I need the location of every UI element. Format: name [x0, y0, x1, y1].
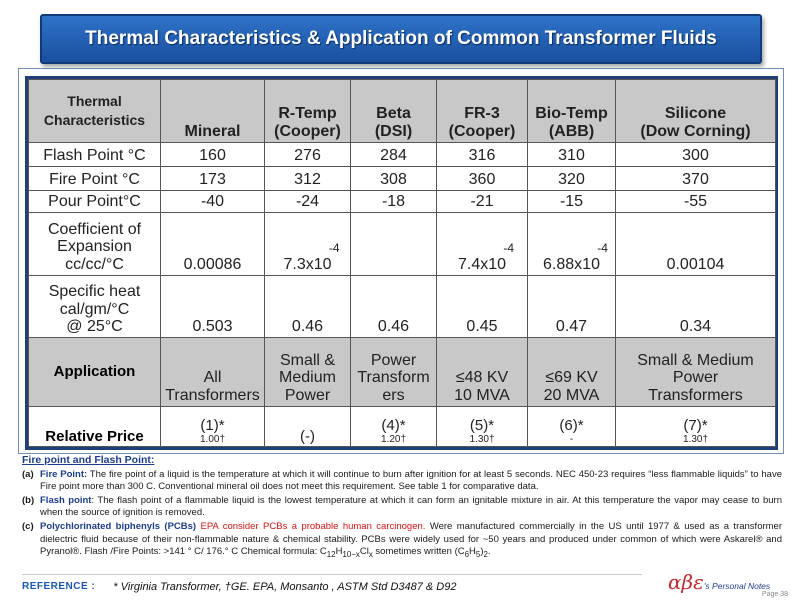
price-rank: (6)* — [559, 416, 584, 434]
cell-line: Transformers — [648, 387, 743, 404]
header-line: R-Temp — [278, 105, 337, 123]
row-label: Application — [29, 338, 161, 407]
row-label: Fire Point °C — [29, 166, 161, 190]
formula-subscript: 10−x — [342, 549, 360, 559]
table-cell: -55 — [616, 190, 776, 212]
price-factor: 1.00† — [199, 434, 226, 445]
row-label — [29, 275, 161, 338]
table-cell: 276 — [265, 142, 351, 166]
table-cell: 0.34 — [616, 275, 776, 338]
table-cell: 0.46 — [265, 275, 351, 338]
table-cell — [161, 338, 265, 407]
table-cell — [437, 338, 528, 407]
cell-line: Transform — [357, 369, 430, 387]
cell-line: Medium — [279, 369, 336, 387]
row-coefficient-expansion — [29, 213, 776, 276]
table-cell: 160 — [161, 142, 265, 166]
row-specific-heat — [29, 275, 776, 338]
value-base: 7.4x10 — [457, 255, 507, 273]
header-line: (Cooper) — [448, 122, 516, 140]
note-fire-point — [22, 469, 782, 494]
cell-line: All — [203, 369, 222, 387]
table-cell: 0.45 — [437, 275, 528, 338]
table-cell — [437, 406, 528, 446]
cell-line: Small & Medium — [637, 351, 754, 369]
note-warning: EPA consider PCBs a probable human carcinogen. — [196, 520, 426, 532]
formula-subscript: 12 — [326, 549, 336, 559]
value-exponent: -4 — [503, 240, 515, 255]
table-cell: 300 — [616, 142, 776, 166]
row-label-line: Specific heat — [48, 283, 141, 301]
header-line: Beta — [376, 105, 411, 123]
value-exponent: -4 — [328, 240, 340, 255]
value-base: 6.88x10 — [543, 255, 600, 273]
page-number: Page 38 — [761, 591, 788, 598]
cell-line: ≤48 KV — [455, 369, 509, 387]
formula-part: H — [469, 546, 476, 558]
table-cell — [528, 213, 616, 276]
table-cell: 0.00086 — [161, 213, 265, 276]
price-rank: (7)* — [683, 416, 708, 434]
reference-bar — [22, 574, 642, 598]
note-text: : The flash point of a flammable liquid is the lowest temperature at which it can form an ignitable mixture in air. At this temperature the vapor may cease to burn when the source of ignition is removed. — [40, 494, 782, 519]
header-line: Mineral — [184, 122, 241, 140]
table-cell: 360 — [437, 166, 528, 190]
price-rank: (-) — [300, 427, 315, 445]
notes-section — [22, 454, 782, 560]
row-application — [29, 338, 776, 407]
note-tag: (b) — [22, 494, 35, 506]
formula-subscript: x — [368, 549, 373, 559]
scientific-value — [543, 240, 608, 273]
table-cell — [616, 406, 776, 446]
table-cell — [161, 406, 265, 446]
header-line: Characteristics — [43, 111, 146, 128]
table-cell: 0.47 — [528, 275, 616, 338]
formula-part: ) — [480, 546, 484, 558]
row-label-line: @ 25°C — [66, 318, 123, 336]
fluids-table — [28, 79, 776, 447]
table-cell: -40 — [161, 190, 265, 212]
table-cell: 0.46 — [351, 275, 437, 338]
row-label-line: Expansion — [57, 238, 132, 256]
row-fire-point — [29, 166, 776, 190]
header-line: Silicone — [664, 105, 727, 123]
note-text: Were manufactured commercially in the US until 1977 & used as a transformer dielectric fluid because of their non-flammable nature & chemical stability. PCBs were widely used for ~50 years and produced under common of which were Askarel® and Pyranol®. Flash /Fire Points: >141 ° C/ 176.° C Chemical formula: C — [40, 520, 783, 558]
table-cell: 310 — [528, 142, 616, 166]
header-line: (DSI) — [374, 122, 413, 140]
header-thermal-characteristics — [29, 80, 161, 143]
table-cell — [528, 406, 616, 446]
header-line: Bio-Temp — [535, 105, 608, 123]
header-silicone — [616, 80, 776, 143]
table-cell: 173 — [161, 166, 265, 190]
note-flash-point — [22, 495, 782, 520]
note-body — [40, 469, 782, 494]
formula-subscript: 2 — [483, 549, 488, 559]
header-fr3 — [437, 80, 528, 143]
reference-text: * Virginia Transformer, †GE. EPA, Monsanto , ASTM Std D3487 & D92 — [113, 580, 457, 593]
note-tag: (c) — [22, 520, 34, 532]
table-cell: 320 — [528, 166, 616, 190]
formula-part: sometimes written (C — [372, 546, 465, 558]
price-rank: (1)* — [200, 416, 225, 434]
header-biotemp — [528, 80, 616, 143]
value-exponent: -4 — [597, 240, 608, 255]
formula-subscript: 5 — [475, 549, 481, 559]
formula-subscript: 6 — [464, 549, 470, 559]
row-label — [29, 213, 161, 276]
notes-heading: Fire point and Flash Point: — [22, 454, 155, 466]
header-rtemp — [265, 80, 351, 143]
note-tag: (a) — [22, 468, 34, 480]
header-line: (ABB) — [548, 122, 595, 140]
header-mineral — [161, 80, 265, 143]
table-cell: 0.00104 — [616, 213, 776, 276]
table-cell: -21 — [437, 190, 528, 212]
note-text: The fire point of a liquid is the temperature at which it will continue to burn after ignition for at least 5 seconds. NEC 450-23 requires “less flammable liquids” to have Fire point more than 300 C. Conventional mineral oil does not meet this requirement. See table 1 for comparative data. — [40, 468, 782, 493]
cell-line: ers — [382, 387, 405, 404]
table-cell — [351, 406, 437, 446]
table-cell — [528, 338, 616, 407]
cell-line: 10 MVA — [454, 387, 510, 404]
formula-part: Cl — [359, 546, 369, 558]
header-beta — [351, 80, 437, 143]
price-factor: 1.30† — [682, 434, 709, 445]
table-cell: 312 — [265, 166, 351, 190]
scientific-value — [457, 240, 515, 273]
table-cell: -15 — [528, 190, 616, 212]
note-pcbs — [22, 521, 782, 560]
fluids-table-container — [25, 76, 778, 450]
table-cell — [351, 213, 437, 276]
row-label-line: cal/gm/°C — [59, 300, 130, 318]
price-factor: 1.20† — [380, 434, 407, 445]
table-cell — [265, 338, 351, 407]
price-factor: 1.30† — [469, 434, 495, 445]
row-label-line: cc/cc/°C — [65, 255, 124, 273]
header-line: FR-3 — [464, 105, 500, 123]
note-body — [40, 495, 782, 520]
header-line: Thermal — [67, 92, 122, 109]
row-label: Flash Point °C — [29, 142, 161, 166]
header-line: (Dow Corning) — [640, 122, 751, 140]
table-cell — [616, 338, 776, 407]
row-label: Relative Price — [29, 406, 161, 446]
table-cell — [351, 338, 437, 407]
slide-title: Thermal Characteristics & Application of Common Transformer Fluids — [40, 14, 762, 64]
row-pour-point — [29, 190, 776, 212]
cell-line: Power — [284, 387, 331, 404]
table-header-row — [29, 80, 776, 143]
row-label-line: Coefficient of — [47, 220, 142, 238]
price-rank: (4)* — [381, 416, 406, 434]
note-key: Fire Point: — [40, 468, 88, 480]
formula-part: . — [487, 546, 491, 558]
row-label: Pour Point°C — [29, 190, 161, 212]
price-factor: - — [569, 434, 574, 445]
reference-label: REFERENCE : — [22, 581, 96, 592]
table-cell: 284 — [351, 142, 437, 166]
table-cell: -24 — [265, 190, 351, 212]
cell-line: ≤69 KV — [545, 369, 598, 387]
table-cell — [265, 406, 351, 446]
table-cell — [437, 213, 528, 276]
table-cell: 370 — [616, 166, 776, 190]
cell-line: Transformers — [165, 387, 260, 404]
note-key: Flash point — [40, 494, 92, 506]
cell-line: Power — [370, 351, 417, 369]
table-cell: 308 — [351, 166, 437, 190]
cell-line: 20 MVA — [543, 387, 600, 404]
table-cell — [265, 213, 351, 276]
note-key: Polychlorinated biphenyls (PCBs) — [40, 520, 197, 532]
row-flash-point — [29, 142, 776, 166]
table-cell: 0.503 — [161, 275, 265, 338]
brand-tagline: 's Personal Notes — [703, 581, 771, 591]
brand-block — [668, 570, 792, 598]
price-rank: (5)* — [469, 416, 495, 434]
row-relative-price — [29, 406, 776, 446]
cell-line: Power — [672, 369, 719, 387]
value-base: 7.3x10 — [283, 255, 332, 273]
formula-part: H — [335, 546, 343, 558]
note-body — [40, 521, 782, 560]
brand-logo: αβε — [668, 570, 704, 594]
cell-line: Small & — [279, 351, 336, 369]
table-cell: -18 — [351, 190, 437, 212]
table-cell: 316 — [437, 142, 528, 166]
scientific-value — [283, 240, 340, 273]
header-line: (Cooper) — [274, 122, 341, 140]
